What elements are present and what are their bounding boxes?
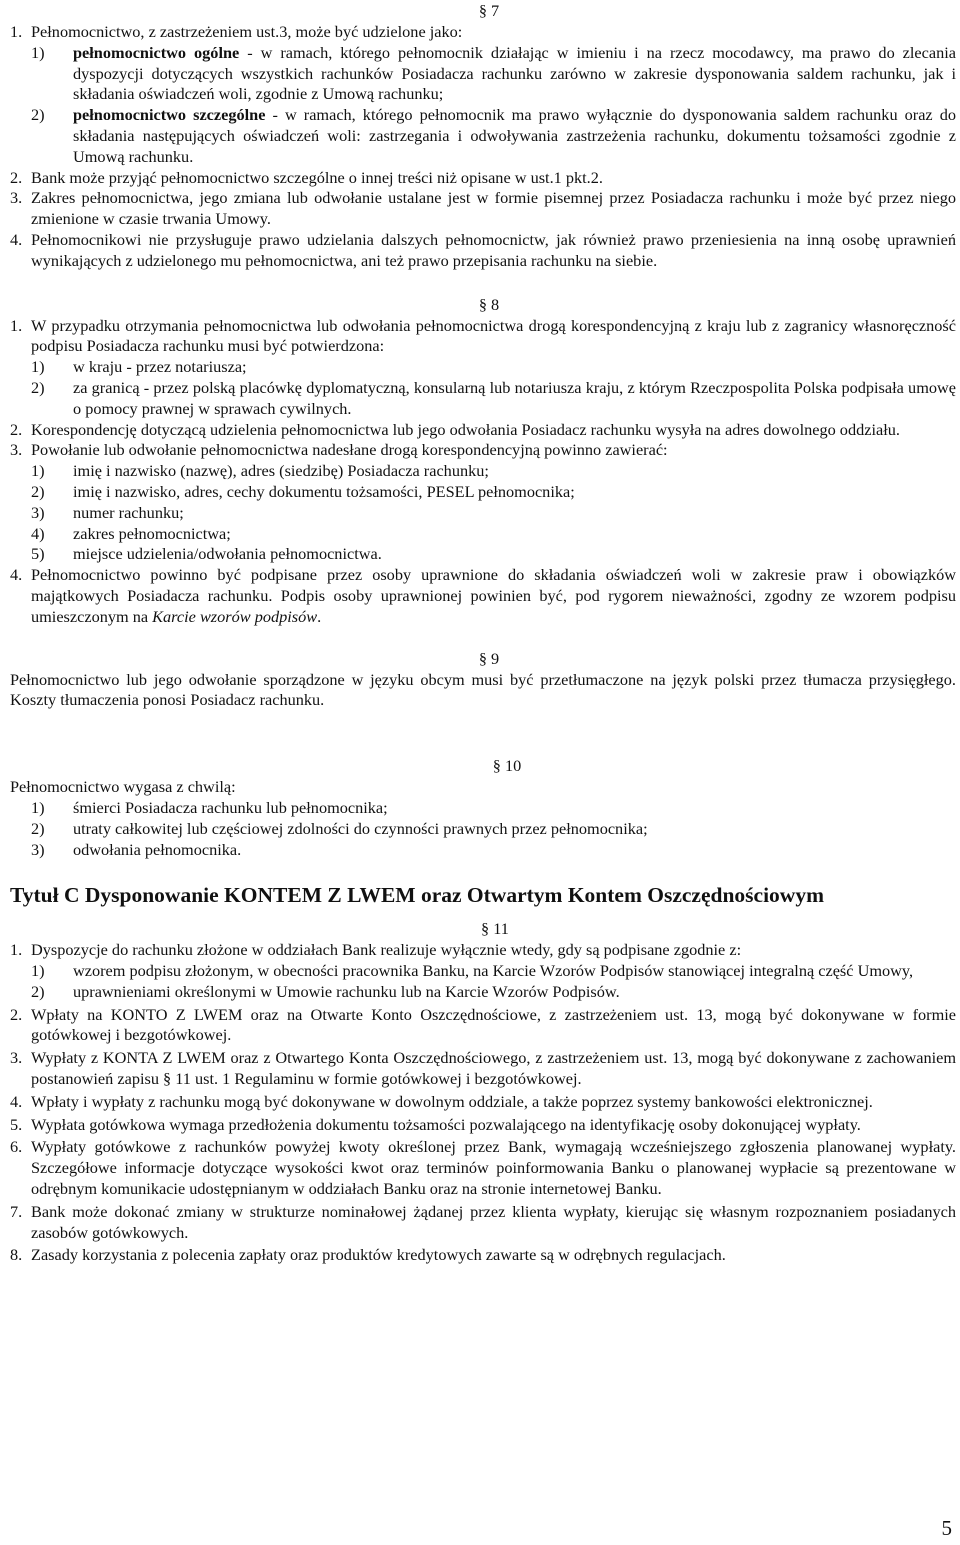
- s8-subitem-3-4: 4) zakres pełnomocnictwa;: [31, 523, 231, 543]
- s10-intro: Pełnomocnictwo wygasa z chwilą:: [10, 777, 236, 797]
- s7-subitem-2: 2) pełnomocnictwo szczególne - w ramach, którego pełnomocnik ma prawo wyłącznie do dysponowania saldem rachunku oraz do składania następujących oświadczeń woli: zastrzegania i odwoływania zastrzeżenia rachunku, dokumentu tożsamości zgodnie z Umową rachunku.: [31, 105, 956, 166]
- s11-item-2: 2. Wpłaty na KONTO Z LWEM oraz na Otwarte Konto Oszczędnościowe, z zastrzeżeniem ust. 13, mogą być dokonywane w formie gotówkowej i bezgotówkowej.: [10, 1004, 956, 1045]
- s8-item-3: 3. Powołanie lub odwołanie pełnomocnictwa nadesłane drogą korespondencyjną powinno zawierać:: [10, 440, 668, 460]
- s8-subitem-3-1: 1) imię i nazwisko (nazwę), adres (siedzibę) Posiadacza rachunku;: [31, 461, 489, 481]
- s8-subitem-3-2: 2) imię i nazwisko, adres, cechy dokumentu tożsamości, PESEL pełnomocnika;: [31, 481, 575, 501]
- s8-subitem-2: 2) za granicą - przez polską placówkę dyplomatyczną, konsularną lub notariusza kraju, z którym Rzeczpospolita Polska podpisała umowę o pomocy prawnej w sprawach cywilnych.: [31, 377, 956, 418]
- s11-subitem-1: 1) wzorem podpisu złożonym, w obecności pracownika Banku, na Karcie Wzorów Podpisów stanowiącej integralną część Umowy,: [31, 961, 914, 981]
- page-number: 5: [941, 1516, 952, 1541]
- s10-subitem-3: 3) odwołania pełnomocnika.: [31, 839, 242, 859]
- section-10-title: § 10: [492, 756, 522, 776]
- section-9-title: § 9: [478, 648, 500, 668]
- s10-subitem-1: 1) śmierci Posiadacza rachunku lub pełnomocnika;: [31, 797, 388, 817]
- s11-item-1: 1. Dyspozycje do rachunku złożone w oddziałach Bank realizuje wyłącznie wtedy, gdy są podpisane zgodnie z:: [10, 940, 742, 960]
- s11-item-8: 8. Zasady korzystania z polecenia zapłaty oraz produktów kredytowych zawarte są w odrębnych regulacjach.: [10, 1245, 726, 1265]
- s8-subitem-3-5: 5) miejsce udzielenia/odwołania pełnomocnictwa.: [31, 544, 382, 564]
- s11-item-6: 6. Wypłaty gotówkowe z rachunków powyżej kwoty określonej przez Bank, wymagają wcześniejszego zgłoszenia planowanej wypłaty. Szczegółowe informacje dotyczące wysokości kwot oraz terminów poinformowania Banku o planowanej wypłacie są prezentowane w odrębnym komunikacie udostępnianym w oddziałach Banku oraz na stronie internetowej Banku.: [10, 1137, 956, 1199]
- s8-subitem-3-3: 3) numer rachunku;: [31, 502, 184, 522]
- s8-item-4: 4. Pełnomocnictwo powinno być podpisane przez osoby uprawnione do składania oświadczeń woli w zakresie praw i obowiązków majątkowych Posiadacza rachunku. Podpis osoby uprawnionej powinien być, pod rygorem nieważności, zgodny ze wzorem podpisu umieszczonym na Karcie wzorów podpisów.: [10, 565, 956, 626]
- s10-subitem-2: 2) utraty całkowitej lub częściowej zdolności do czynności prawnych przez pełnomocnika;: [31, 818, 648, 838]
- section-7-title: § 7: [478, 1, 500, 20]
- s11-item-3: 3. Wypłaty z KONTA Z LWEM oraz z Otwartego Konta Oszczędnościowego, z zastrzeżeniem ust. 13, mogą być dokonywane z zachowaniem postanowień zapisu § 11 ust. 1 Regulaminu w formie gotówkowej i bezgotówkowej.: [10, 1048, 956, 1089]
- s11-item-5: 5. Wypłata gotówkowa wymaga przedłożenia dokumentu tożsamości pozwalającego na identyfikację osoby dokonującej wypłaty.: [10, 1114, 861, 1134]
- section-8-title: § 8: [478, 294, 500, 314]
- s7-item-1: 1. Pełnomocnictwo, z zastrzeżeniem ust.3, może być udzielone jako:: [10, 22, 463, 41]
- s11-item-7: 7. Bank może dokonać zmiany w strukturze nominałowej żądanej przez klienta wypłaty, kierując się własnym rozpoznaniem posiadanych zasobów gotówkowych.: [10, 1201, 956, 1242]
- document-page: [10, 0, 956, 1266]
- s8-item-2: 2. Korespondencję dotyczącą udzielenia pełnomocnictwa lub jego odwołania Posiadacz rachunku wysyła na adres dowolnego oddziału.: [10, 419, 900, 439]
- s11-subitem-2: 2) uprawnieniami określonymi w Umowie rachunku lub na Karcie Wzorów Podpisów.: [31, 981, 620, 1001]
- s8-subitem-1: 1) w kraju - przez notariusza;: [31, 357, 247, 377]
- section-11-title: § 11: [481, 919, 509, 939]
- s7-item-4: 4. Pełnomocnikowi nie przysługuje prawo udzielania dalszych pełnomocnictw, jak również prawo przeniesienia na inną osobę uprawnień wynikających z udzielonego mu pełnomocnictwa, ani też prawo przepisania rachunku na siebie.: [10, 229, 956, 270]
- s7-item-3: 3. Zakres pełnomocnictwa, jego zmiana lub odwołanie ustalane jest w formie pisemnej przez Posiadacza rachunku i może być przez niego zmienione w czasie trwania Umowy.: [10, 188, 956, 229]
- title-c-heading: Tytuł C Dysponowanie KONTEM Z LWEM oraz Otwartym Kontem Oszczędnościowym: [10, 883, 824, 908]
- s7-item-2: 2. Bank może przyjąć pełnomocnictwo szczególne o innej treści niż opisane w ust.1 pkt.2.: [10, 167, 603, 187]
- s8-item-1: 1. W przypadku otrzymania pełnomocnictwa lub odwołania pełnomocnictwa drogą korespondencyjną z kraju lub z zagranicy własnoręczność podpisu Posiadacza rachunku musi być potwierdzona:: [10, 315, 956, 356]
- s11-item-4: 4. Wpłaty i wypłaty z rachunku mogą być dokonywane w dowolnym oddziale, a także poprzez systemy bankowości elektronicznej.: [10, 1091, 873, 1111]
- s7-subitem-1: 1) pełnomocnictwo ogólne - w ramach, którego pełnomocnik działając w imieniu i na rzecz mocodawcy, ma prawo do zlecania dyspozycji dotyczących wszystkich rachunków Posiadacza rachunku zarówno w zakresie dysponowania saldem rachunku, jak i składania oświadczeń woli, zgodnie z Umową rachunku;: [31, 42, 956, 104]
- s9-paragraph: Pełnomocnictwo lub jego odwołanie sporządzone w języku obcym musi być przetłumaczone na język polski przez tłumacza przysięgłego. Koszty tłumaczenia ponosi Posiadacz rachunku.: [10, 669, 956, 710]
